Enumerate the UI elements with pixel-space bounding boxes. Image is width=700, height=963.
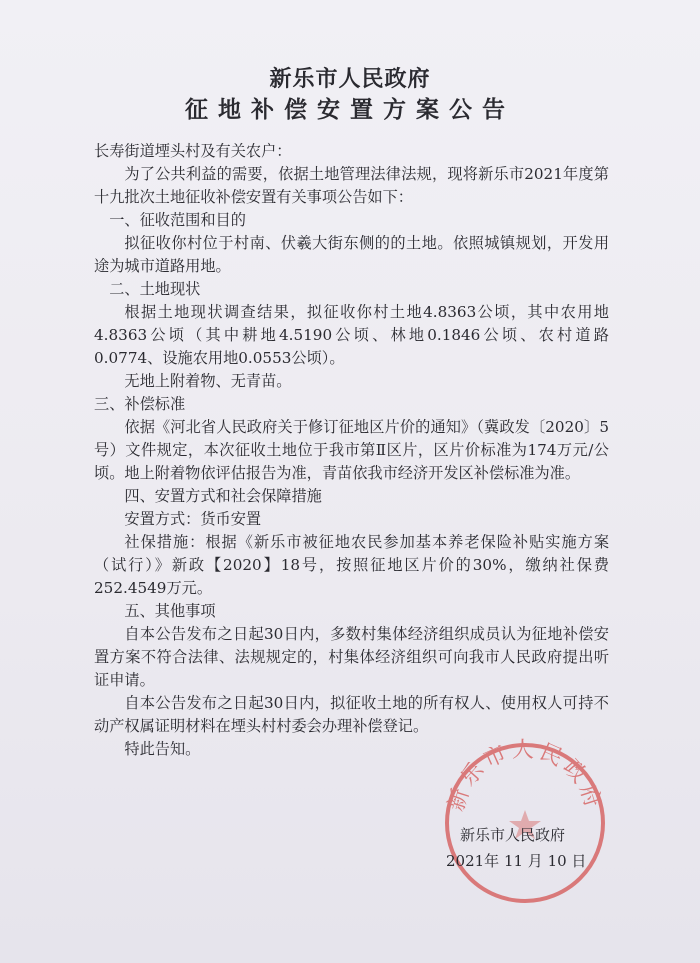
land-status-paragraph: 根据土地现状调查结果，拟征收你村土地4.8363公顷，其中农用地4.8363公顷（其中耕地4.5190公顷、林地0.1846公顷、农村道路0.0774、设施农用地0.0553公顷）。 <box>94 303 609 367</box>
section-heading-scope: 一、征收范围和目的 <box>109 211 246 229</box>
section-heading-compensation: 三、补偿标准 <box>94 395 186 413</box>
section-heading-other: 五、其他事项 <box>124 602 216 620</box>
intro-paragraph: 为了公共利益的需要，依据土地管理法律法规，现将新乐市2021年度第十九批次土地征收补偿安置有关事项公告如下： <box>94 165 609 206</box>
svg-text:新乐市人民政府 <box>444 738 606 814</box>
closing-line: 特此告知。 <box>124 740 201 758</box>
document-title: 征地补偿安置方案公告 <box>185 97 515 123</box>
section-heading-land-status: 二、土地现状 <box>109 280 201 298</box>
attachments-paragraph: 无地上附着物、无青苗。 <box>124 372 292 390</box>
hearing-paragraph: 自本公告发布之日起30日内，多数村集体经济组织成员认为征地补偿安置方案不符合法律、法规规定的，村集体经济组织可向我市人民政府提出听证申请。 <box>94 625 609 689</box>
section-heading-resettlement: 四、安置方式和社会保障措施 <box>124 487 322 505</box>
signature-block <box>446 822 606 874</box>
social-security-paragraph: 社保措施：根据《新乐市被征地农民参加基本养老保险补贴实施方案（试行）》新政【2020】18号，按照征地区片价的30%，缴纳社保费252.4549万元。 <box>94 533 609 597</box>
seal-text: 新乐市人民政府 <box>443 738 607 815</box>
addressee: 长寿街道堙头村及有关农户： <box>94 142 292 160</box>
compensation-paragraph: 依据《河北省人民政府关于修订征地区片价的通知》（冀政发〔2020〕5号）文件规定，本次征收土地位于我市第Ⅱ区片，区片价标准为174万元/公顷。地上附着物依评估报告为准，青苗依我市经济开发区补偿标准为准。 <box>94 418 609 482</box>
scope-paragraph: 拟征收你村位于村南、伏羲大街东侧的的土地。依照城镇规划，开发用途为城市道路用地。 <box>94 234 609 275</box>
resettlement-method: 安置方式：货币安置 <box>124 510 262 528</box>
document-body <box>94 140 609 761</box>
signature-date: 2021年 11 月 10 日 <box>446 852 587 870</box>
issuer-title: 新乐市人民政府 <box>269 67 431 92</box>
registration-paragraph: 自本公告发布之日起30日内，拟征收土地的所有权人、使用权人可持不动产权属证明材料在堙头村村委会办理补偿登记。 <box>94 694 609 735</box>
signature-org: 新乐市人民政府 <box>460 826 566 844</box>
